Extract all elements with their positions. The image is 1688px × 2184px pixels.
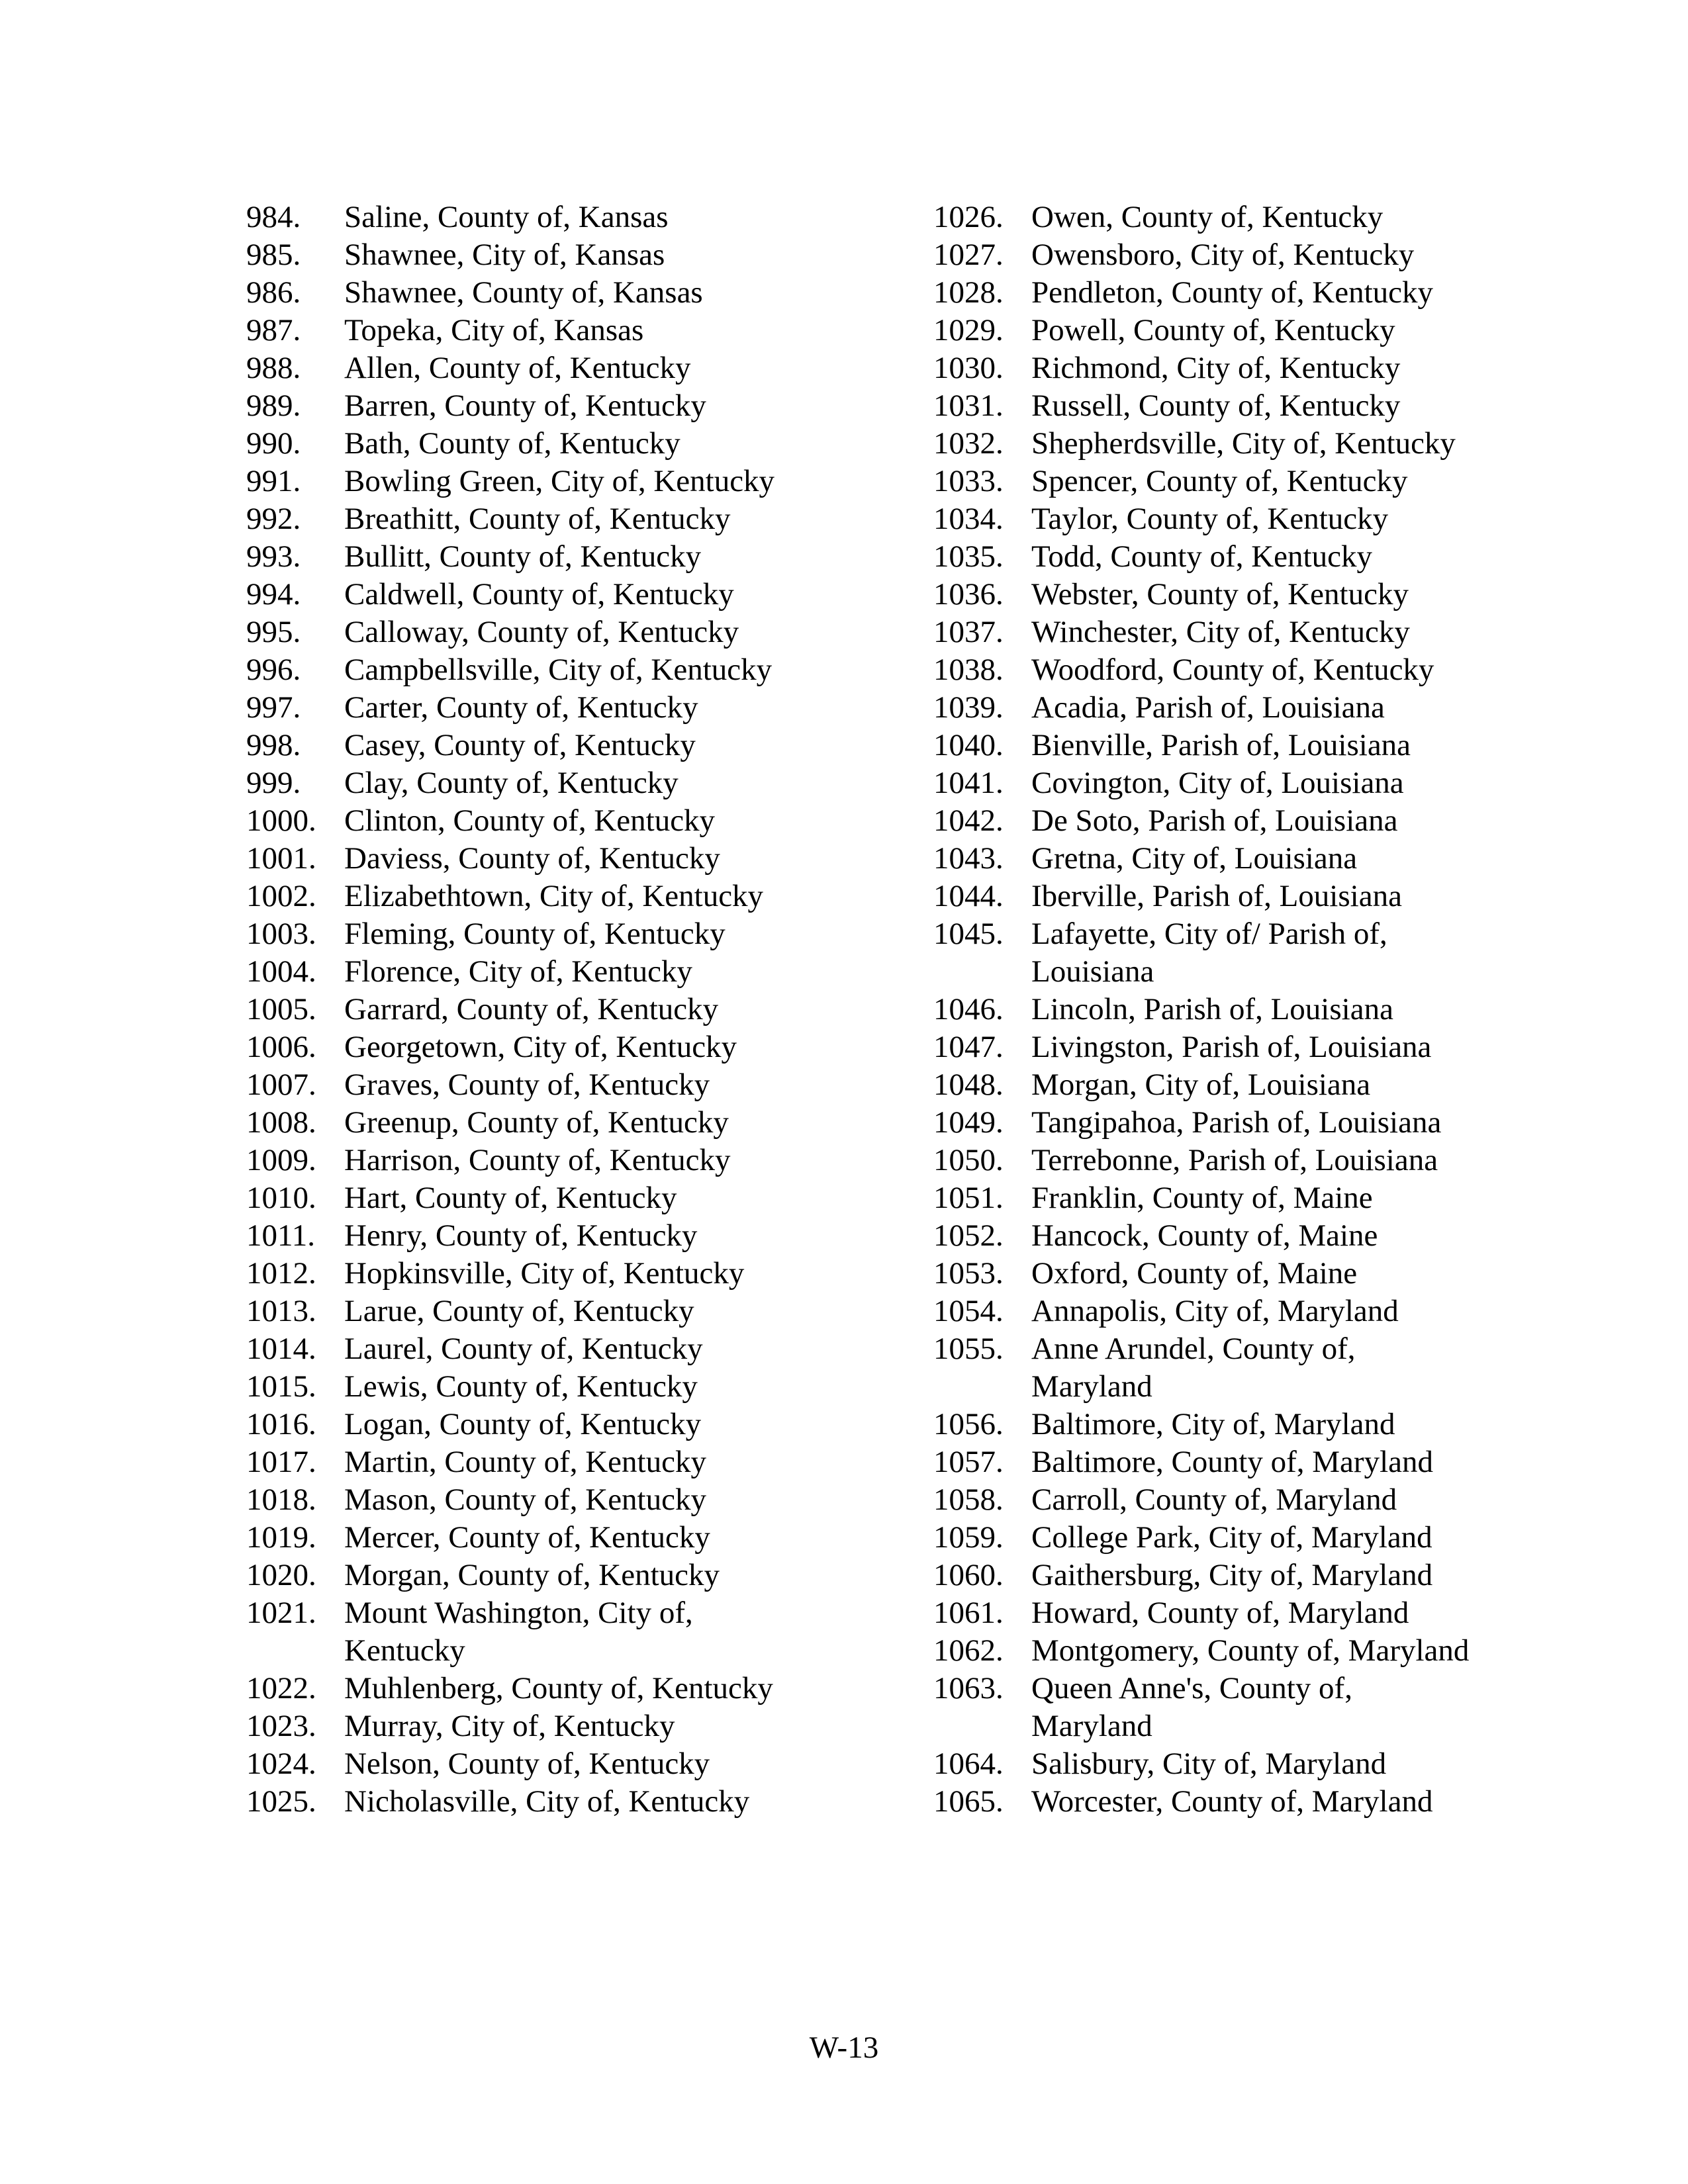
item-name: Hancock, County of, Maine [1031, 1218, 1378, 1253]
item-number: 1031. [933, 388, 1004, 423]
item-number: 986. [246, 275, 301, 310]
item-name: Covington, City of, Louisiana [1031, 766, 1404, 800]
list-item [246, 1745, 908, 1783]
list-item [933, 1066, 1595, 1104]
item-name: Logan, County of, Kentucky [344, 1407, 702, 1441]
list-item [246, 1368, 908, 1406]
item-name: Terrebonne, Parish of, Louisiana [1031, 1143, 1438, 1177]
list-item [933, 500, 1595, 538]
item-number: 1043. [933, 841, 1004, 876]
item-number: 1008. [246, 1105, 316, 1140]
item-name: Gretna, City of, Louisiana [1031, 841, 1358, 876]
item-name: Baltimore, City of, Maryland [1031, 1407, 1395, 1441]
list-item [933, 1179, 1595, 1217]
item-name: Nelson, County of, Kentucky [344, 1747, 710, 1781]
list-item [246, 1557, 908, 1594]
item-number: 1009. [246, 1143, 316, 1177]
item-name: Fleming, County of, Kentucky [344, 917, 726, 951]
list-item [246, 463, 908, 500]
list-item [933, 878, 1595, 915]
item-number: 985. [246, 238, 301, 272]
item-number: 1018. [246, 1482, 316, 1517]
item-name: Livingston, Parish of, Louisiana [1031, 1030, 1432, 1064]
item-name: Shepherdsville, City of, Kentucky [1031, 426, 1456, 461]
list-item [246, 1707, 908, 1745]
item-number: 1060. [933, 1558, 1004, 1592]
list-item [933, 538, 1595, 576]
list-item [933, 199, 1595, 236]
item-number: 1024. [246, 1747, 316, 1781]
list-item [933, 991, 1595, 1028]
item-number: 1044. [933, 879, 1004, 913]
item-number: 1051. [933, 1181, 1004, 1215]
item-number: 1040. [933, 728, 1004, 762]
item-name: Mercer, County of, Kentucky [344, 1520, 710, 1555]
item-name: Lafayette, City of/ Parish of, Louisiana [1031, 917, 1387, 989]
item-name: Campbellsville, City of, Kentucky [344, 653, 773, 687]
item-name: Bullitt, County of, Kentucky [344, 539, 702, 574]
list-item [246, 614, 908, 651]
list-item [933, 1557, 1595, 1594]
item-name: Allen, County of, Kentucky [344, 351, 691, 385]
item-number: 1015. [246, 1369, 316, 1404]
item-number: 1036. [933, 577, 1004, 612]
item-name: Henry, County of, Kentucky [344, 1218, 698, 1253]
item-number: 1026. [933, 200, 1004, 234]
item-name: Mount Washington, City of, Kentucky [344, 1596, 693, 1668]
list-item [246, 1481, 908, 1519]
item-number: 1057. [933, 1445, 1004, 1479]
item-number: 1064. [933, 1747, 1004, 1781]
item-name: Baltimore, County of, Maryland [1031, 1445, 1433, 1479]
item-name: Caldwell, County of, Kentucky [344, 577, 734, 612]
item-name: Daviess, County of, Kentucky [344, 841, 720, 876]
item-name: Worcester, County of, Maryland [1031, 1784, 1433, 1819]
item-number: 1054. [933, 1294, 1004, 1328]
item-number: 1025. [246, 1784, 316, 1819]
list-item [933, 1670, 1595, 1745]
list-item [246, 199, 908, 236]
list-item [933, 1519, 1595, 1557]
item-name: Saline, County of, Kansas [344, 200, 669, 234]
item-name: Graves, County of, Kentucky [344, 1068, 710, 1102]
item-name: College Park, City of, Maryland [1031, 1520, 1432, 1555]
list-item [933, 689, 1595, 727]
item-number: 1059. [933, 1520, 1004, 1555]
list-item [246, 802, 908, 840]
list-item [246, 1594, 908, 1670]
item-number: 988. [246, 351, 301, 385]
item-number: 1027. [933, 238, 1004, 272]
item-number: 998. [246, 728, 301, 762]
list-item [246, 1670, 908, 1707]
item-number: 1045. [933, 917, 1004, 951]
item-number: 984. [246, 200, 301, 234]
item-name: Morgan, City of, Louisiana [1031, 1068, 1371, 1102]
item-name: Annapolis, City of, Maryland [1031, 1294, 1399, 1328]
list-item [933, 463, 1595, 500]
item-name: Bath, County of, Kentucky [344, 426, 680, 461]
item-name: Mason, County of, Kentucky [344, 1482, 706, 1517]
item-number: 1010. [246, 1181, 316, 1215]
list-item [246, 576, 908, 614]
item-number: 1052. [933, 1218, 1004, 1253]
item-number: 1042. [933, 803, 1004, 838]
item-name: Clay, County of, Kentucky [344, 766, 679, 800]
item-number: 1047. [933, 1030, 1004, 1064]
item-name: Anne Arundel, County of, Maryland [1031, 1332, 1356, 1404]
list-item [246, 1217, 908, 1255]
item-name: Georgetown, City of, Kentucky [344, 1030, 737, 1064]
list-item [246, 425, 908, 463]
list-item [933, 274, 1595, 312]
item-name: Spencer, County of, Kentucky [1031, 464, 1408, 498]
list-item [246, 878, 908, 915]
item-number: 1035. [933, 539, 1004, 574]
right-column-list [933, 199, 1595, 1821]
item-name: Franklin, County of, Maine [1031, 1181, 1373, 1215]
item-name: Owensboro, City of, Kentucky [1031, 238, 1415, 272]
list-item [246, 991, 908, 1028]
list-item [246, 1028, 908, 1066]
item-name: Winchester, City of, Kentucky [1031, 615, 1410, 649]
list-item [933, 915, 1595, 991]
item-number: 1038. [933, 653, 1004, 687]
item-number: 1029. [933, 313, 1004, 347]
item-name: Lewis, County of, Kentucky [344, 1369, 698, 1404]
item-number: 1062. [933, 1633, 1004, 1668]
list-item [246, 1783, 908, 1821]
item-number: 991. [246, 464, 301, 498]
item-number: 993. [246, 539, 301, 574]
item-number: 1022. [246, 1671, 316, 1706]
item-name: Iberville, Parish of, Louisiana [1031, 879, 1402, 913]
item-name: Acadia, Parish of, Louisiana [1031, 690, 1385, 725]
item-number: 1053. [933, 1256, 1004, 1291]
item-number: 1005. [246, 992, 316, 1026]
item-name: Bienville, Parish of, Louisiana [1031, 728, 1411, 762]
item-name: Elizabethtown, City of, Kentucky [344, 879, 764, 913]
item-name: Hopkinsville, City of, Kentucky [344, 1256, 745, 1291]
item-name: Howard, County of, Maryland [1031, 1596, 1409, 1630]
item-number: 999. [246, 766, 301, 800]
list-item [933, 1632, 1595, 1670]
list-item [933, 1406, 1595, 1443]
item-number: 1002. [246, 879, 316, 913]
list-item [246, 500, 908, 538]
list-item [246, 1255, 908, 1293]
item-name: Salisbury, City of, Maryland [1031, 1747, 1387, 1781]
item-name: Montgomery, County of, Maryland [1031, 1633, 1470, 1668]
list-item [933, 1028, 1595, 1066]
item-number: 1056. [933, 1407, 1004, 1441]
list-item [246, 651, 908, 689]
list-item [933, 312, 1595, 349]
item-name: Taylor, County of, Kentucky [1031, 502, 1389, 536]
item-number: 1020. [246, 1558, 316, 1592]
item-name: Breathitt, County of, Kentucky [344, 502, 731, 536]
item-number: 1028. [933, 275, 1004, 310]
item-name: Queen Anne's, County of, Maryland [1031, 1671, 1352, 1743]
item-name: Oxford, County of, Maine [1031, 1256, 1358, 1291]
item-name: Owen, County of, Kentucky [1031, 200, 1383, 234]
item-number: 992. [246, 502, 301, 536]
list-item [933, 764, 1595, 802]
list-item [933, 1104, 1595, 1142]
list-item [933, 1293, 1595, 1330]
item-number: 996. [246, 653, 301, 687]
list-item [246, 1066, 908, 1104]
item-name: Powell, County of, Kentucky [1031, 313, 1395, 347]
item-number: 1016. [246, 1407, 316, 1441]
list-item [246, 387, 908, 425]
item-number: 1063. [933, 1671, 1004, 1706]
item-number: 1061. [933, 1596, 1004, 1630]
item-name: Bowling Green, City of, Kentucky [344, 464, 775, 498]
list-item [246, 1104, 908, 1142]
item-name: Greenup, County of, Kentucky [344, 1105, 729, 1140]
item-number: 989. [246, 388, 301, 423]
item-name: Carter, County of, Kentucky [344, 690, 698, 725]
item-name: Larue, County of, Kentucky [344, 1294, 694, 1328]
list-item [246, 689, 908, 727]
item-name: Pendleton, County of, Kentucky [1031, 275, 1434, 310]
item-number: 1030. [933, 351, 1004, 385]
item-number: 990. [246, 426, 301, 461]
item-number: 1003. [246, 917, 316, 951]
item-name: Nicholasville, City of, Kentucky [344, 1784, 750, 1819]
item-number: 997. [246, 690, 301, 725]
list-item [933, 387, 1595, 425]
item-name: Shawnee, City of, Kansas [344, 238, 665, 272]
list-item [933, 425, 1595, 463]
list-item [933, 1594, 1595, 1632]
list-item [933, 614, 1595, 651]
list-item [246, 727, 908, 764]
item-name: Martin, County of, Kentucky [344, 1445, 706, 1479]
item-number: 1058. [933, 1482, 1004, 1517]
item-name: Gaithersburg, City of, Maryland [1031, 1558, 1433, 1592]
page-number: W-13 [809, 2030, 879, 2065]
item-name: Richmond, City of, Kentucky [1031, 351, 1401, 385]
item-number: 1041. [933, 766, 1004, 800]
item-number: 1001. [246, 841, 316, 876]
item-number: 1037. [933, 615, 1004, 649]
list-item [933, 1217, 1595, 1255]
list-item [246, 953, 908, 991]
item-name: Casey, County of, Kentucky [344, 728, 696, 762]
list-item [246, 538, 908, 576]
item-name: Clinton, County of, Kentucky [344, 803, 716, 838]
item-name: Woodford, County of, Kentucky [1031, 653, 1434, 687]
item-name: Lincoln, Parish of, Louisiana [1031, 992, 1393, 1026]
list-item [246, 1293, 908, 1330]
item-number: 1039. [933, 690, 1004, 725]
item-number: 1012. [246, 1256, 316, 1291]
list-item [933, 802, 1595, 840]
item-number: 1034. [933, 502, 1004, 536]
list-item [933, 1142, 1595, 1179]
list-item [933, 576, 1595, 614]
list-item [246, 236, 908, 274]
list-item [246, 312, 908, 349]
list-item [246, 349, 908, 387]
item-name: Russell, County of, Kentucky [1031, 388, 1401, 423]
item-name: Murray, City of, Kentucky [344, 1709, 675, 1743]
item-name: Topeka, City of, Kansas [344, 313, 644, 347]
item-number: 1017. [246, 1445, 316, 1479]
item-name: Garrard, County of, Kentucky [344, 992, 719, 1026]
list-item [246, 764, 908, 802]
list-item [933, 651, 1595, 689]
item-number: 1050. [933, 1143, 1004, 1177]
item-number: 1011. [246, 1218, 316, 1253]
item-name: Barren, County of, Kentucky [344, 388, 706, 423]
item-number: 1007. [246, 1068, 316, 1102]
item-number: 1032. [933, 426, 1004, 461]
item-number: 1023. [246, 1709, 316, 1743]
item-number: 987. [246, 313, 301, 347]
item-number: 1055. [933, 1332, 1004, 1366]
item-number: 1049. [933, 1105, 1004, 1140]
list-item [246, 274, 908, 312]
list-item [246, 1406, 908, 1443]
list-item [246, 1519, 908, 1557]
list-item [933, 1783, 1595, 1821]
list-item [933, 349, 1595, 387]
item-name: Muhlenberg, County of, Kentucky [344, 1671, 773, 1706]
item-number: 1046. [933, 992, 1004, 1026]
item-name: Hart, County of, Kentucky [344, 1181, 677, 1215]
item-name: Shawnee, County of, Kansas [344, 275, 703, 310]
item-number: 1004. [246, 954, 316, 989]
item-number: 1021. [246, 1596, 316, 1630]
item-number: 1014. [246, 1332, 316, 1366]
list-item [246, 1443, 908, 1481]
list-item [246, 1179, 908, 1217]
item-number: 995. [246, 615, 301, 649]
item-number: 1006. [246, 1030, 316, 1064]
item-name: Florence, City of, Kentucky [344, 954, 693, 989]
item-number: 1000. [246, 803, 316, 838]
list-item [246, 1142, 908, 1179]
list-item [933, 1255, 1595, 1293]
item-name: Tangipahoa, Parish of, Louisiana [1031, 1105, 1442, 1140]
item-number: 1033. [933, 464, 1004, 498]
item-name: Carroll, County of, Maryland [1031, 1482, 1397, 1517]
list-item [246, 840, 908, 878]
left-column-list [246, 199, 908, 1821]
item-name: Morgan, County of, Kentucky [344, 1558, 720, 1592]
item-number: 1065. [933, 1784, 1004, 1819]
list-item [933, 1745, 1595, 1783]
list-item [933, 236, 1595, 274]
item-name: Harrison, County of, Kentucky [344, 1143, 731, 1177]
list-item [933, 1443, 1595, 1481]
item-name: Webster, County of, Kentucky [1031, 577, 1409, 612]
item-number: 1019. [246, 1520, 316, 1555]
list-item [933, 1481, 1595, 1519]
list-item [246, 1330, 908, 1368]
list-item [246, 915, 908, 953]
list-item [933, 1330, 1595, 1406]
item-name: De Soto, Parish of, Louisiana [1031, 803, 1398, 838]
list-item [933, 727, 1595, 764]
item-name: Todd, County of, Kentucky [1031, 539, 1372, 574]
item-number: 1013. [246, 1294, 316, 1328]
item-number: 994. [246, 577, 301, 612]
list-item [933, 840, 1595, 878]
item-name: Calloway, County of, Kentucky [344, 615, 739, 649]
item-name: Laurel, County of, Kentucky [344, 1332, 703, 1366]
item-number: 1048. [933, 1068, 1004, 1102]
